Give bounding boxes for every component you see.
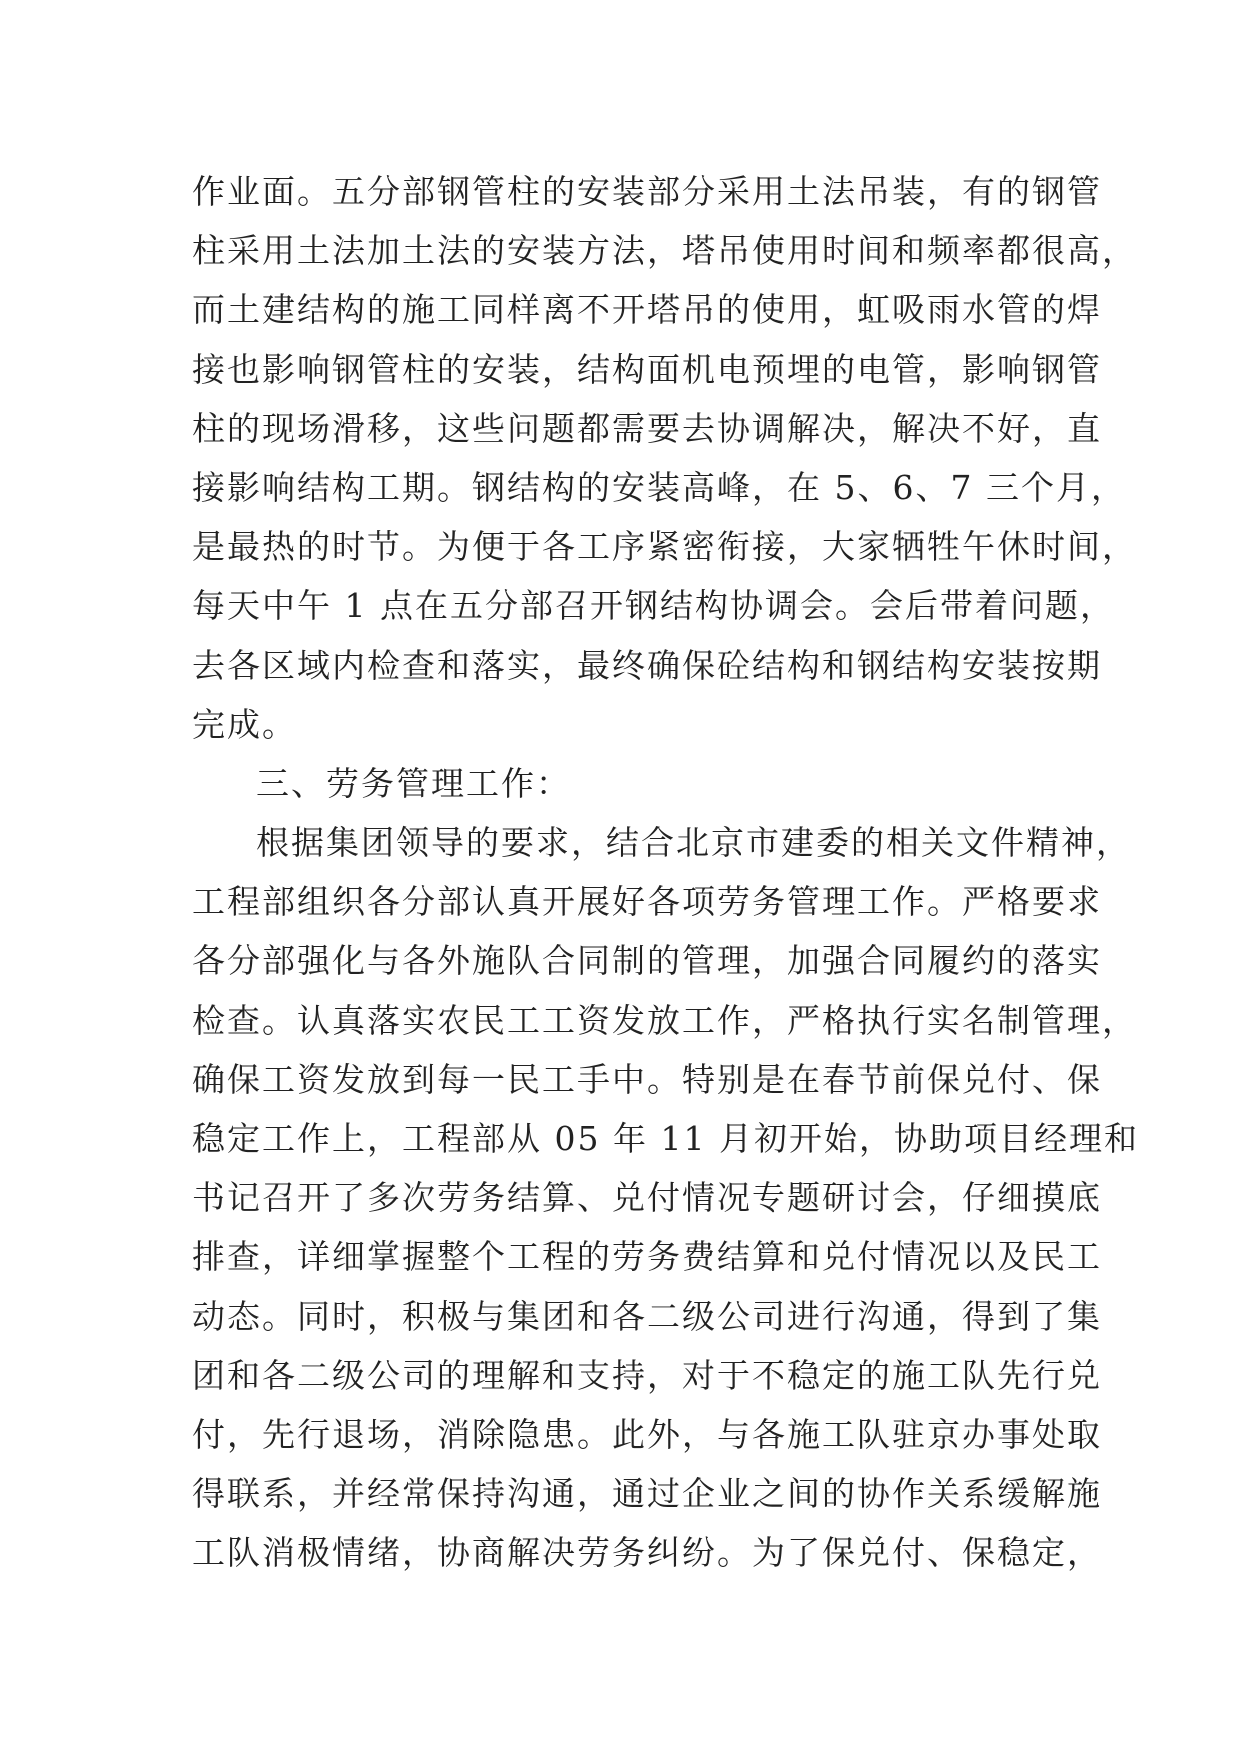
text-line: 工队消极情绪，协商解决劳务纠纷。为了保兑付、保稳定， <box>192 1533 1102 1573</box>
text-line: 团和各二级公司的理解和支持，对于不稳定的施工队先行兑 <box>192 1355 1102 1395</box>
text-line: 得联系，并经常保持沟通，通过企业之间的协作关系缓解施 <box>192 1474 1102 1514</box>
text-line: 每天中午 1 点在五分部召开钢结构协调会。会后带着问题， <box>192 586 1115 626</box>
text-line: 柱采用土法加土法的安装方法，塔吊使用时间和频率都很高， <box>192 231 1137 271</box>
text-line: 作业面。五分部钢管柱的安装部分采用土法吊装，有的钢管 <box>192 172 1102 211</box>
text-line: 柱的现场滑移，这些问题都需要去协调解决，解决不好，直 <box>192 408 1102 448</box>
text-line: 完成。 <box>192 704 297 744</box>
text-line: 书记召开了多次劳务结算、兑付情况专题研讨会，仔细摸底 <box>192 1178 1102 1218</box>
text-line: 而土建结构的施工同样离不开塔吊的使用，虹吸雨水管的焊 <box>192 290 1102 330</box>
text-line: 接影响结构工期。钢结构的安装高峰，在 5、6、7 三个月， <box>192 467 1126 507</box>
text-line: 稳定工作上，工程部从 05 年 11 月初开始，协助项目经理和 <box>192 1119 1139 1158</box>
section-heading: 三、劳务管理工作： <box>256 763 571 803</box>
text-line: 动态。同时，积极与集团和各二级公司进行沟通，得到了集 <box>192 1296 1102 1336</box>
text-line: 确保工资发放到每一民工手中。特别是在春节前保兑付、保 <box>192 1059 1102 1099</box>
paragraph-start: 根据集团领导的要求，结合北京市建委的相关文件精神， <box>256 823 1131 863</box>
text-line: 工程部组织各分部认真开展好各项劳务管理工作。严格要求 <box>192 882 1102 922</box>
text-line: 各分部强化与各外施队合同制的管理，加强合同履约的落实 <box>192 941 1102 981</box>
text-line: 排查，详细掌握整个工程的劳务费结算和兑付情况以及民工 <box>192 1237 1102 1277</box>
text-line: 接也影响钢管柱的安装，结构面机电预埋的电管，影响钢管 <box>192 349 1102 389</box>
text-line: 付，先行退场，消除隐患。此外，与各施工队驻京办事处取 <box>192 1414 1102 1454</box>
text-line: 检查。认真落实农民工工资发放工作，严格执行实名制管理， <box>192 1000 1137 1040</box>
body-text <box>192 162 1139 1583</box>
text-line: 是最热的时节。为便于各工序紧密衔接，大家牺牲午休时间， <box>192 527 1137 567</box>
text-line: 去各区域内检查和落实，最终确保砼结构和钢结构安装按期 <box>192 645 1102 685</box>
